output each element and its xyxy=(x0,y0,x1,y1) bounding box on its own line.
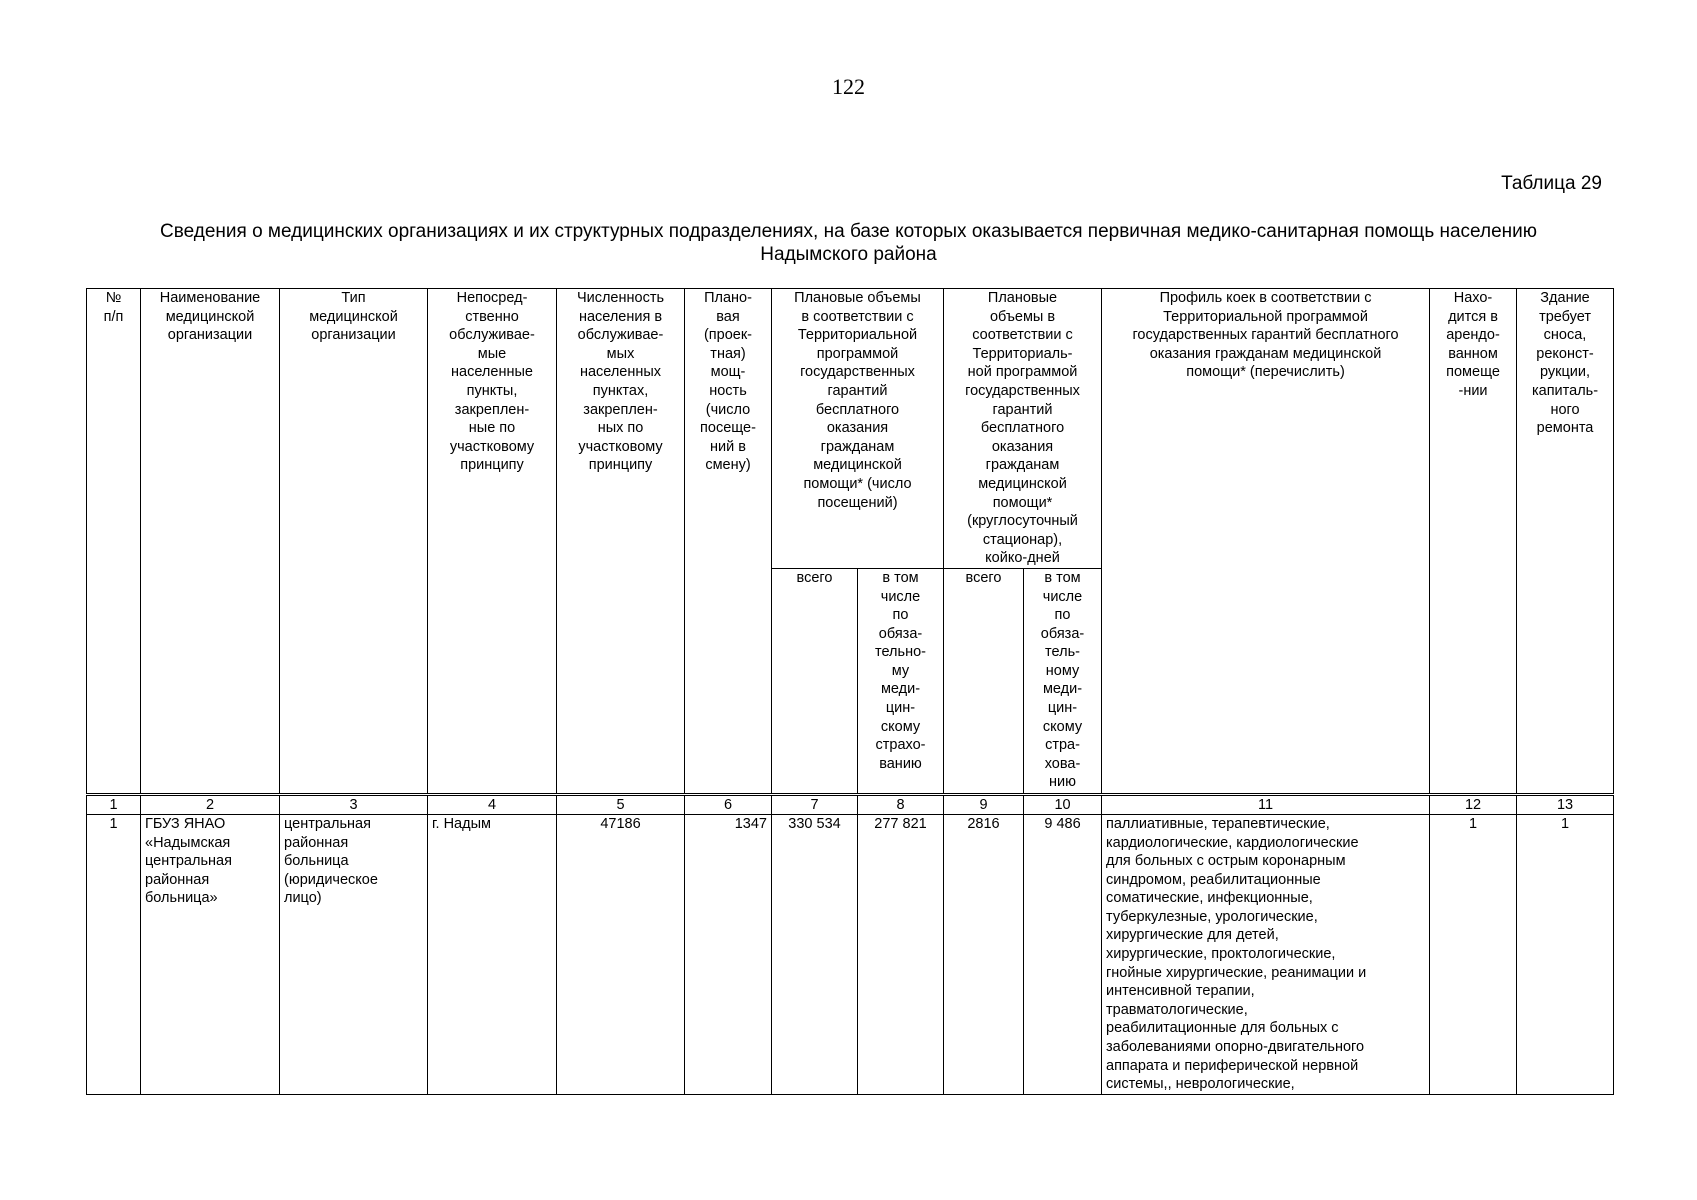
column-number: 4 xyxy=(428,794,557,814)
column-number: 3 xyxy=(280,794,428,814)
header-visits-oms: в том числе по обяза- тельно- му меди- цин- скому страхо- ванию xyxy=(858,568,944,794)
column-number: 8 xyxy=(858,794,944,814)
header-planned-visits: Плановые объемы в соответствии с Территориальной программой государственных гарантий бесплатного оказания гражданам медицинской помощи* (число посещений) xyxy=(772,289,944,569)
header-org-name: Наименование медицинской организации xyxy=(141,289,280,795)
header-beddays-oms: в том числе по обяза- тель- ному меди- цин- скому стра- хова- нию xyxy=(1024,568,1102,794)
needs-repair: 1 xyxy=(1517,814,1614,1094)
column-number: 5 xyxy=(557,794,685,814)
row-number: 1 xyxy=(87,814,141,1094)
document-title-line1: Сведения о медицинских организациях и их структурных подразделениях, на базе которых оказывается первичная медико-санитарная помощь населению xyxy=(160,221,1537,242)
column-numbers-row xyxy=(87,794,1614,814)
header-needs-repair: Здание требует сноса, реконст- рукции, капиталь- ного ремонта xyxy=(1517,289,1614,795)
bed-profile: паллиативные, терапевтические, кардиологические, кардиологические для больных с острым коронарным синдромом, реабилитационные соматические, инфекционные, туберкулезные, урологические, хирургические для детей, хирургические, проктологические, гнойные хирургические, реанимации и интенсивной терапии, травматологические, реабилитационные для больных с заболеваниями опорно-двигательного аппарата и периферической нервной системы,, неврологические, xyxy=(1102,814,1430,1094)
header-visits-total: всего xyxy=(772,568,858,794)
column-number: 1 xyxy=(87,794,141,814)
column-number: 7 xyxy=(772,794,858,814)
page-number: 122 xyxy=(832,74,865,99)
header-number: № п/п xyxy=(87,289,141,795)
visits-total: 330 534 xyxy=(772,814,858,1094)
rented: 1 xyxy=(1430,814,1517,1094)
facilities-table xyxy=(86,288,1614,1095)
header-row-top xyxy=(87,289,1614,569)
header-population: Численность населения в обслуживае- мых населенных пунктах, закреплен- ных по участковому принципу xyxy=(557,289,685,795)
document-title-line2: Надымского района xyxy=(760,244,937,265)
settlements: г. Надым xyxy=(428,814,557,1094)
org-name: ГБУЗ ЯНАО «Надымская центральная районная больница» xyxy=(141,814,280,1094)
table-label: Таблица 29 xyxy=(1501,173,1602,194)
visits-oms: 277 821 xyxy=(858,814,944,1094)
column-number: 6 xyxy=(685,794,772,814)
column-number: 9 xyxy=(944,794,1024,814)
header-org-type: Тип медицинской организации xyxy=(280,289,428,795)
header-rented: Нахо- дится в арендо- ванном помеще -нии xyxy=(1430,289,1517,795)
capacity: 1347 xyxy=(685,814,772,1094)
table-row xyxy=(87,814,1614,1094)
column-number: 10 xyxy=(1024,794,1102,814)
document-title xyxy=(100,220,1597,266)
header-planned-beddays: Плановые объемы в соответствии с Территориаль- ной программой государственных гарантий бесплатного оказания гражданам медицинской помощи* (круглосуточный стационар), койко-дней xyxy=(944,289,1102,569)
population: 47186 xyxy=(557,814,685,1094)
header-capacity: Плано- вая (проек- тная) мощ- ность (число посеще- ний в смену) xyxy=(685,289,772,795)
column-number: 11 xyxy=(1102,794,1430,814)
header-settlements: Непосред- ственно обслуживае- мые населенные пункты, закреплен- ные по участковому принципу xyxy=(428,289,557,795)
column-number: 2 xyxy=(141,794,280,814)
header-beddays-total: всего xyxy=(944,568,1024,794)
column-number: 13 xyxy=(1517,794,1614,814)
org-type: центральная районная больница (юридическое лицо) xyxy=(280,814,428,1094)
header-bed-profile: Профиль коек в соответствии с Территориальной программой государственных гарантий бесплатного оказания гражданам медицинской помощи* (перечислить) xyxy=(1102,289,1430,795)
beddays-total: 2816 xyxy=(944,814,1024,1094)
column-number: 12 xyxy=(1430,794,1517,814)
beddays-oms: 9 486 xyxy=(1024,814,1102,1094)
